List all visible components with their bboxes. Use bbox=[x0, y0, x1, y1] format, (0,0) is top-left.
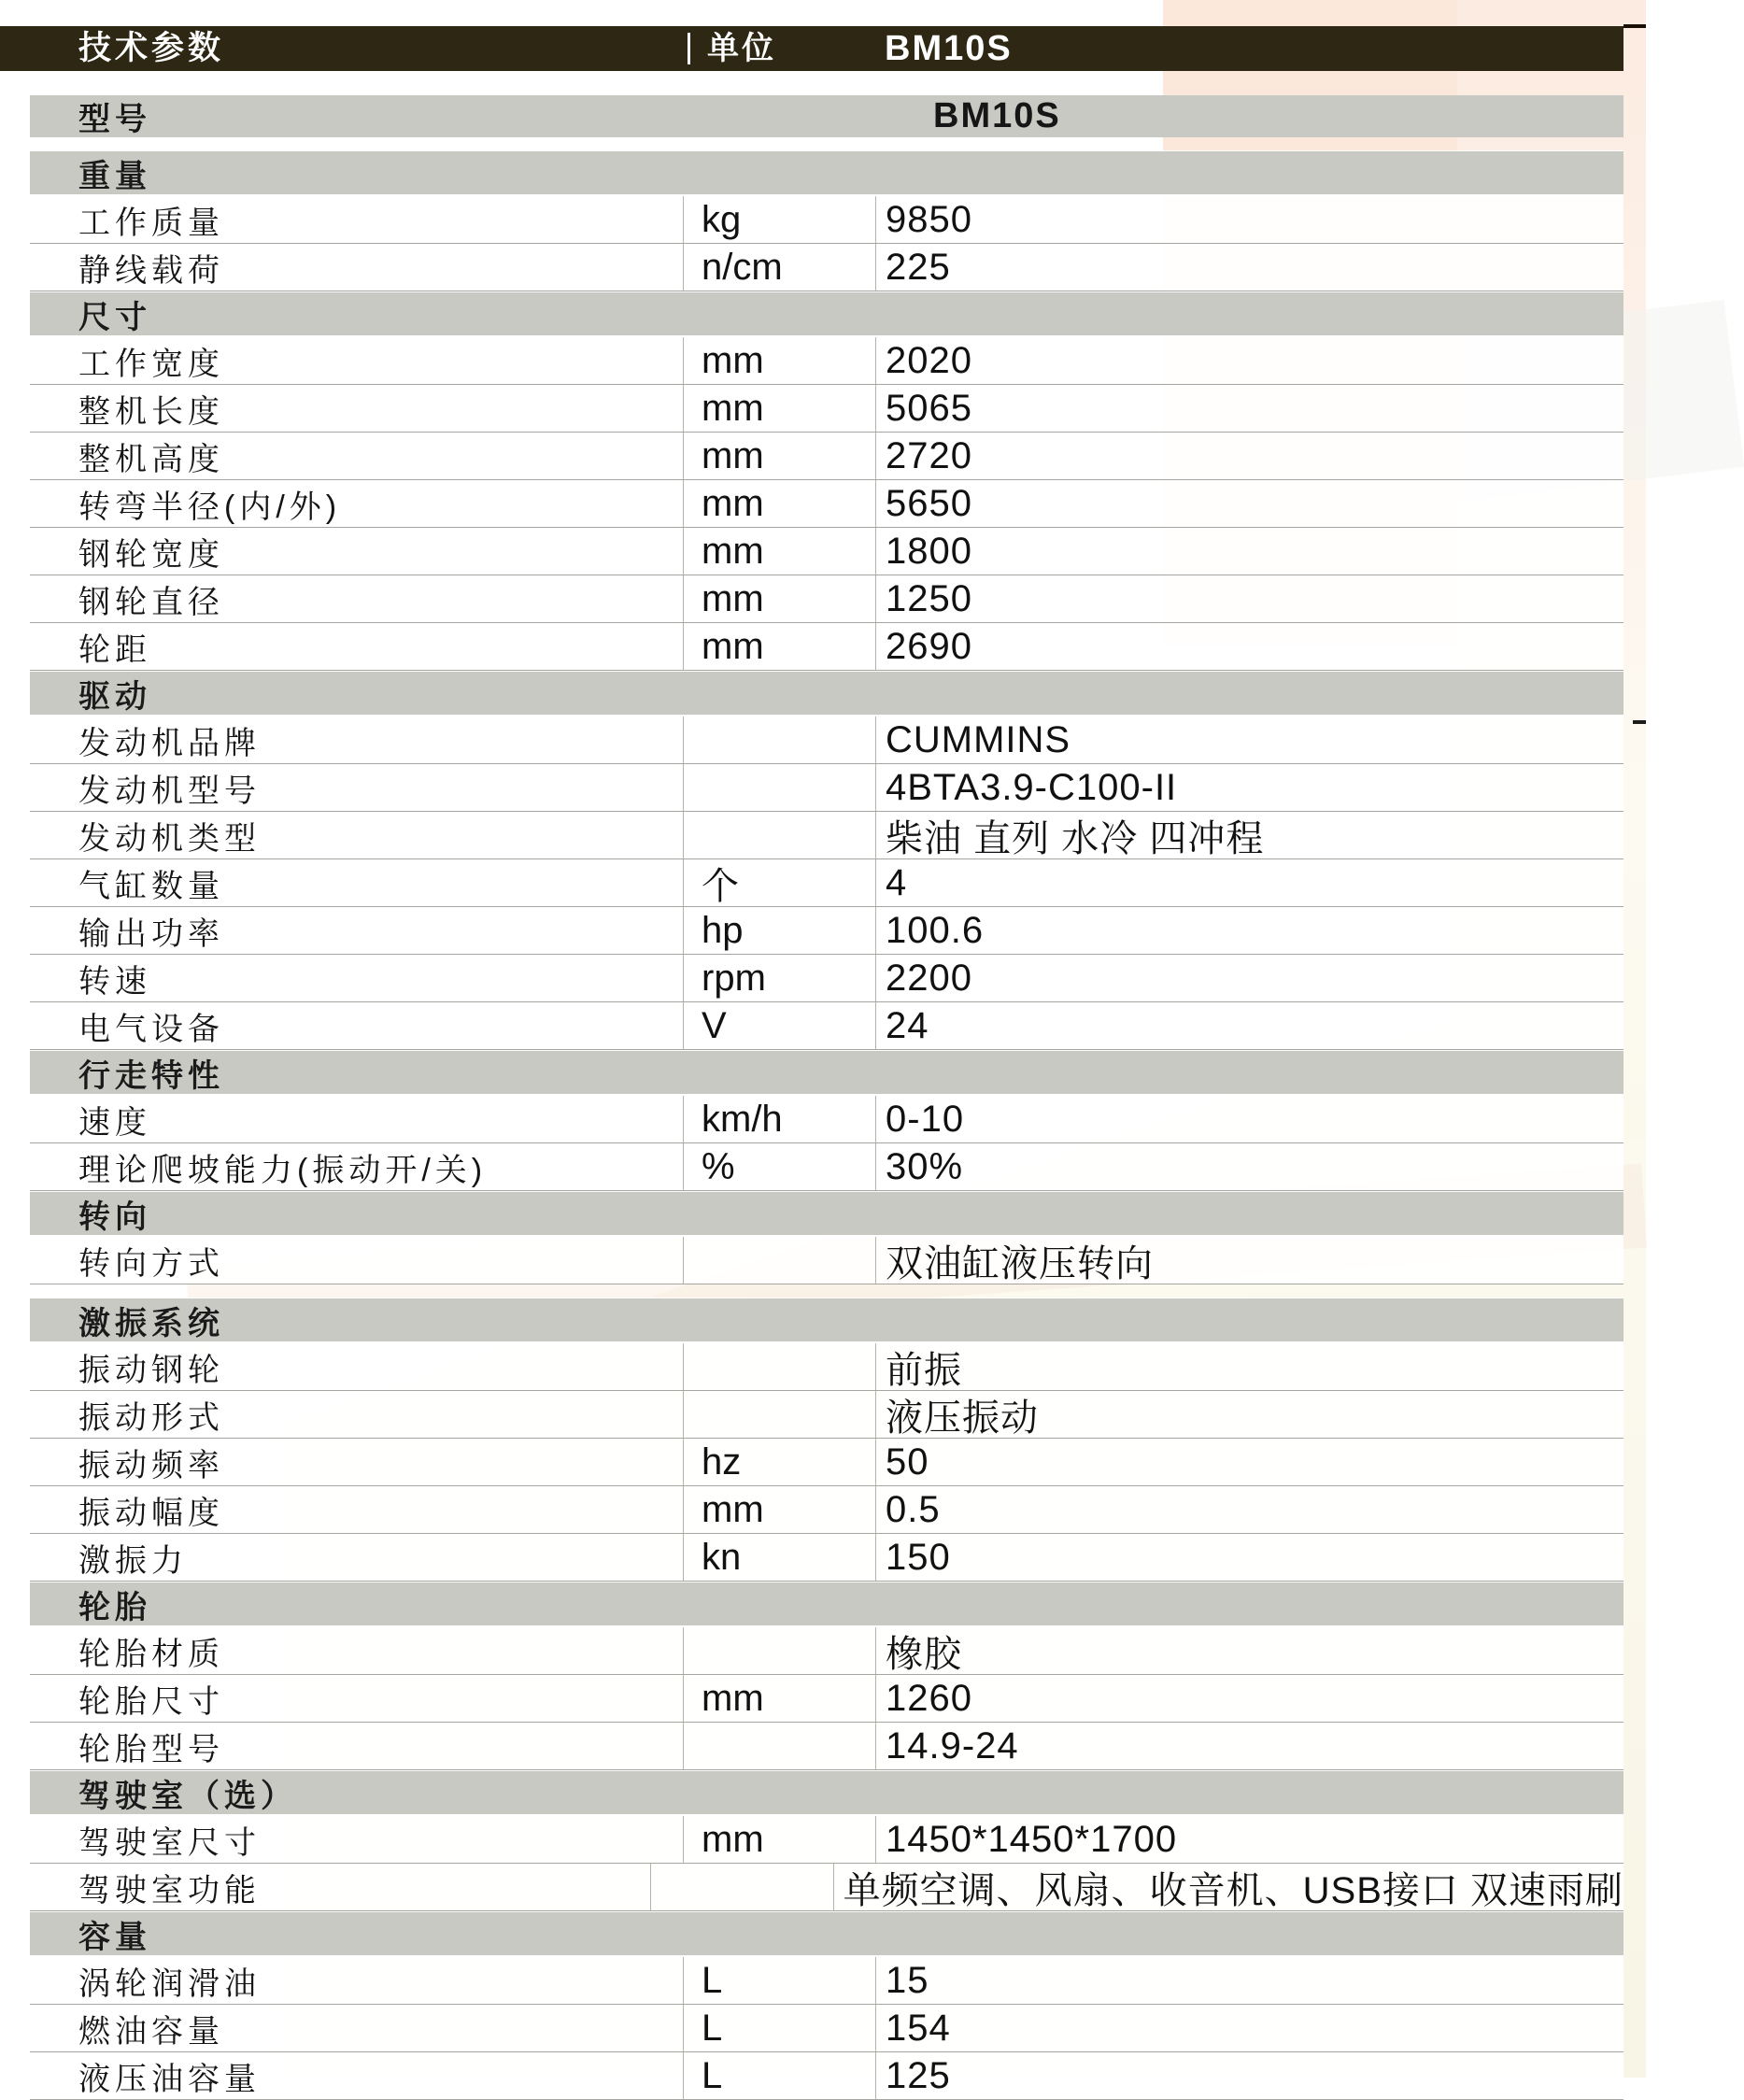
spec-value: 50 bbox=[875, 1439, 1623, 1485]
section-title: 驱动 bbox=[78, 678, 151, 715]
spec-unit: hz bbox=[683, 1439, 875, 1485]
spec-row bbox=[30, 337, 1623, 385]
spec-value: 5065 bbox=[875, 385, 1623, 432]
section-header-1 bbox=[30, 291, 1623, 337]
section-title: 尺寸 bbox=[78, 299, 151, 335]
spec-value: 1250 bbox=[875, 575, 1623, 622]
spec-value: 4BTA3.9-C100-II bbox=[875, 764, 1623, 811]
spec-value: 30% bbox=[875, 1143, 1623, 1190]
spec-label: 发动机类型 bbox=[78, 820, 261, 857]
spec-label: 发动机型号 bbox=[78, 773, 261, 809]
spec-label: 静线载荷 bbox=[78, 252, 224, 289]
spec-row bbox=[30, 1627, 1623, 1675]
spec-row bbox=[30, 1391, 1623, 1439]
spec-label: 输出功率 bbox=[78, 915, 224, 952]
spec-unit bbox=[683, 1627, 875, 1674]
spec-label: 液压油容量 bbox=[78, 2061, 261, 2097]
spec-label: 振动幅度 bbox=[78, 1495, 224, 1531]
section-title: 行走特性 bbox=[78, 1057, 224, 1094]
spec-row bbox=[30, 907, 1623, 955]
spec-label: 振动形式 bbox=[78, 1399, 224, 1436]
spec-unit bbox=[683, 1723, 875, 1769]
spec-row bbox=[30, 859, 1623, 907]
spec-label: 转向方式 bbox=[78, 1245, 224, 1282]
spec-value: 150 bbox=[875, 1534, 1623, 1581]
spec-label: 驾驶室尺寸 bbox=[78, 1824, 261, 1861]
spec-row bbox=[30, 575, 1623, 623]
spec-row bbox=[30, 1675, 1623, 1723]
spec-unit: % bbox=[683, 1143, 875, 1190]
section-header-8 bbox=[30, 1911, 1623, 1957]
spec-label: 轮胎材质 bbox=[78, 1636, 224, 1672]
spec-label: 整机高度 bbox=[78, 441, 224, 477]
spec-value: 前振 bbox=[875, 1343, 1623, 1390]
header-title: 技术参数 bbox=[78, 30, 225, 66]
spec-row bbox=[30, 433, 1623, 480]
spec-label: 激振力 bbox=[78, 1542, 188, 1579]
spec-value: CUMMINS bbox=[875, 717, 1623, 763]
spec-value: 4 bbox=[875, 859, 1623, 906]
model-row-label: 型号 bbox=[78, 102, 151, 137]
spec-row bbox=[30, 2005, 1623, 2052]
spec-label: 轮胎型号 bbox=[78, 1731, 224, 1767]
section-header-5 bbox=[30, 1298, 1623, 1343]
spec-unit bbox=[683, 1343, 875, 1390]
spec-unit: mm bbox=[683, 337, 875, 384]
spec-row bbox=[30, 528, 1623, 575]
spec-row bbox=[30, 385, 1623, 433]
spec-unit: rpm bbox=[683, 955, 875, 1001]
spec-unit: km/h bbox=[683, 1096, 875, 1142]
spec-unit: mm bbox=[683, 623, 875, 670]
spec-label: 振动钢轮 bbox=[78, 1352, 224, 1388]
spec-unit: V bbox=[683, 1002, 875, 1049]
section-header-0 bbox=[30, 150, 1623, 196]
section-title: 激振系统 bbox=[78, 1305, 224, 1341]
spec-value: 2720 bbox=[875, 433, 1623, 479]
spec-label: 转速 bbox=[78, 963, 151, 1000]
spec-value: 2690 bbox=[875, 623, 1623, 670]
spec-unit: 个 bbox=[683, 859, 875, 906]
spec-unit: L bbox=[683, 2052, 875, 2099]
spec-value: 液压振动 bbox=[875, 1391, 1623, 1438]
spec-row bbox=[30, 812, 1623, 859]
spec-row bbox=[30, 1343, 1623, 1391]
spec-unit bbox=[683, 1237, 875, 1284]
section-header-3 bbox=[30, 1050, 1623, 1096]
spec-unit: mm bbox=[683, 1816, 875, 1863]
table-header-bar bbox=[0, 26, 1623, 71]
spec-row bbox=[30, 1096, 1623, 1143]
section-header-7 bbox=[30, 1770, 1623, 1816]
spec-value: 154 bbox=[875, 2005, 1623, 2051]
spec-row bbox=[30, 1816, 1623, 1864]
spec-unit: L bbox=[683, 2005, 875, 2051]
header-unit-label: 单位 bbox=[707, 31, 776, 66]
spec-value: 225 bbox=[875, 244, 1623, 291]
model-row bbox=[30, 95, 1623, 137]
spec-unit bbox=[650, 1864, 833, 1910]
spec-row bbox=[30, 1723, 1623, 1770]
spec-row bbox=[30, 196, 1623, 244]
section-title: 重量 bbox=[78, 158, 151, 194]
model-row-value: BM10S bbox=[933, 96, 1061, 135]
row-gap bbox=[30, 137, 1623, 150]
spec-row bbox=[30, 1237, 1623, 1284]
section-gap bbox=[30, 1284, 1623, 1298]
spec-value: 14.9-24 bbox=[875, 1723, 1623, 1769]
spec-value: 单频空调、风扇、收音机、USB接口 双速雨刷 bbox=[833, 1864, 1623, 1910]
spec-value: 柴油 直列 水冷 四冲程 bbox=[875, 812, 1623, 858]
section-title: 驾驶室（选） bbox=[78, 1778, 297, 1814]
spec-label: 钢轮宽度 bbox=[78, 536, 224, 573]
spec-row bbox=[30, 1864, 1623, 1911]
spec-unit: mm bbox=[683, 433, 875, 479]
spec-row bbox=[30, 1534, 1623, 1582]
spec-label: 整机长度 bbox=[78, 393, 224, 430]
spec-unit: n/cm bbox=[683, 244, 875, 291]
header-column-divider bbox=[688, 33, 690, 64]
spec-label: 涡轮润滑油 bbox=[78, 1965, 261, 2002]
spec-value: 1450*1450*1700 bbox=[875, 1816, 1623, 1863]
spec-unit: mm bbox=[683, 575, 875, 622]
spec-row bbox=[30, 717, 1623, 764]
spec-row bbox=[30, 244, 1623, 291]
spec-row bbox=[30, 1486, 1623, 1534]
spec-row bbox=[30, 480, 1623, 528]
spec-table bbox=[30, 95, 1623, 2100]
spec-label: 速度 bbox=[78, 1104, 151, 1141]
spec-label: 钢轮直径 bbox=[78, 584, 224, 620]
spec-unit: mm bbox=[683, 1486, 875, 1533]
spec-value: 9850 bbox=[875, 196, 1623, 243]
spec-label: 转弯半径(内/外) bbox=[78, 489, 342, 525]
spec-label: 工作宽度 bbox=[78, 346, 224, 382]
spec-unit: hp bbox=[683, 907, 875, 954]
spec-unit: kg bbox=[683, 196, 875, 243]
spec-row bbox=[30, 764, 1623, 812]
spec-unit: mm bbox=[683, 480, 875, 527]
spec-value: 2020 bbox=[875, 337, 1623, 384]
section-title: 转向 bbox=[78, 1199, 151, 1235]
section-title: 容量 bbox=[78, 1919, 151, 1955]
spec-unit: mm bbox=[683, 528, 875, 575]
spec-value: 0-10 bbox=[875, 1096, 1623, 1142]
crop-mark-right-edge bbox=[1633, 720, 1646, 724]
spec-value: 橡胶 bbox=[875, 1627, 1623, 1674]
section-header-6 bbox=[30, 1582, 1623, 1627]
crop-mark-top-right bbox=[1623, 24, 1646, 28]
section-title: 轮胎 bbox=[78, 1589, 151, 1625]
spec-row bbox=[30, 1957, 1623, 2005]
spec-label: 电气设备 bbox=[78, 1011, 224, 1047]
spec-unit bbox=[683, 717, 875, 763]
spec-value: 0.5 bbox=[875, 1486, 1623, 1533]
spec-value: 100.6 bbox=[875, 907, 1623, 954]
section-header-2 bbox=[30, 671, 1623, 717]
spec-row bbox=[30, 1143, 1623, 1191]
spec-value: 24 bbox=[875, 1002, 1623, 1049]
spec-label: 驾驶室功能 bbox=[78, 1872, 261, 1908]
spec-row bbox=[30, 1439, 1623, 1486]
spec-row bbox=[30, 623, 1623, 671]
spec-label: 发动机品牌 bbox=[78, 725, 261, 761]
header-model-label: BM10S bbox=[885, 29, 1013, 68]
spec-unit bbox=[683, 812, 875, 858]
spec-row bbox=[30, 955, 1623, 1002]
spec-label: 气缸数量 bbox=[78, 868, 224, 904]
spec-unit: kn bbox=[683, 1534, 875, 1581]
spec-label: 振动频率 bbox=[78, 1447, 224, 1483]
spec-unit: L bbox=[683, 1957, 875, 2004]
spec-row bbox=[30, 1002, 1623, 1050]
spec-unit: mm bbox=[683, 1675, 875, 1722]
spec-unit bbox=[683, 764, 875, 811]
spec-label: 工作质量 bbox=[78, 205, 224, 241]
section-header-4 bbox=[30, 1191, 1623, 1237]
spec-label: 理论爬坡能力(振动开/关) bbox=[78, 1152, 488, 1188]
spec-label: 燃油容量 bbox=[78, 2013, 224, 2050]
spec-value: 5650 bbox=[875, 480, 1623, 527]
spec-row bbox=[30, 2052, 1623, 2100]
spec-unit bbox=[683, 1391, 875, 1438]
spec-value: 15 bbox=[875, 1957, 1623, 2004]
spec-value: 双油缸液压转向 bbox=[875, 1237, 1623, 1284]
spec-label: 轮胎尺寸 bbox=[78, 1683, 224, 1720]
spec-value: 1260 bbox=[875, 1675, 1623, 1722]
spec-label: 轮距 bbox=[78, 631, 151, 668]
spec-unit: mm bbox=[683, 385, 875, 432]
spec-value: 125 bbox=[875, 2052, 1623, 2099]
spec-value: 2200 bbox=[875, 955, 1623, 1001]
spec-value: 1800 bbox=[875, 528, 1623, 575]
